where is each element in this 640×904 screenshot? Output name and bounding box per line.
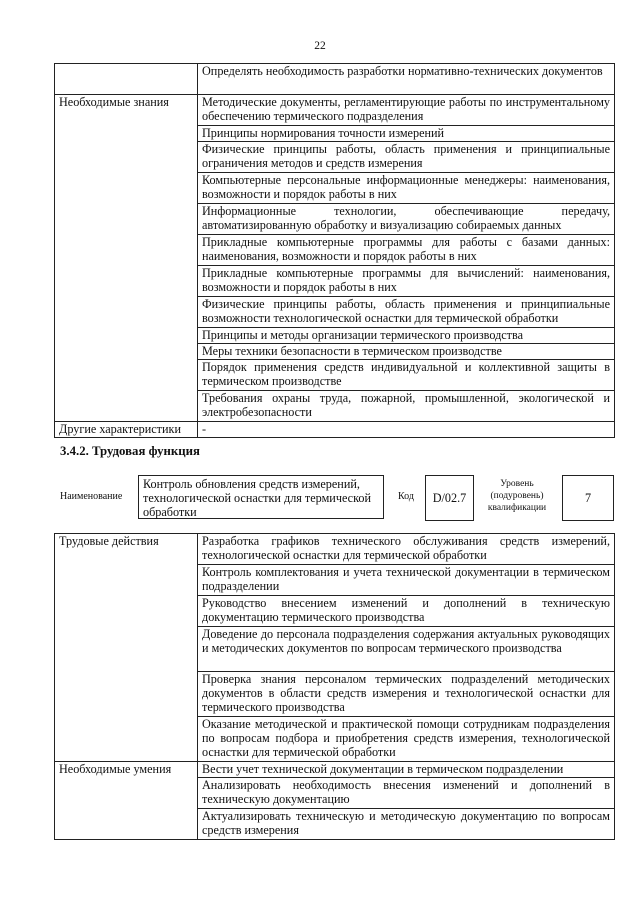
table-cell: Руководство внесением изменений и дополнений в техническую документацию термического производства [198, 596, 615, 627]
table-row [55, 762, 615, 778]
table-row [55, 64, 615, 95]
table-cell: Вести учет технической документации в термическом подразделении [198, 762, 615, 778]
table-cell: Требования охраны труда, пожарной, промышленной, экологической и электробезопасности [198, 391, 615, 422]
table-row [55, 534, 615, 565]
code-label: Код [398, 491, 414, 502]
name-label: Наименование [60, 491, 123, 502]
section-heading: 3.4.2. Трудовая функция [60, 444, 200, 458]
table-cell: Доведение до персонала подразделения содержания актуальных руководящих и методических документов по вопросам термического производства [198, 627, 615, 672]
table-row [55, 422, 615, 438]
qualification-level-box: 7 [562, 475, 614, 521]
table-cell: Оказание методической и практической помощи сотрудникам подразделения по вопросам подбора и приобретения средств измерения, технологической оснастки для термической обработки [198, 717, 615, 762]
function-name-box: Контроль обновления средств измерений, технологической оснастки для термической обработки [138, 475, 384, 519]
table-cell: Порядок применения средств индивидуальной и коллективной защиты в термическом производстве [198, 360, 615, 391]
function-header [0, 475, 640, 520]
row-label-other: Другие характеристики [55, 422, 198, 438]
table-cell: Прикладные компьютерные программы для работы с базами данных: наименования, возможности и порядок работы в них [198, 235, 615, 266]
table-cell: Анализировать необходимость внесения изменений и дополнений в техническую документацию [198, 778, 615, 809]
row-label-knowledge: Необходимые знания [55, 95, 198, 422]
level-label: Уровень (подуровень) квалификации [487, 479, 547, 513]
table-cell: Актуализировать техническую и методическую документацию по вопросам средств измерения [198, 809, 615, 840]
table-cell: Меры техники безопасности в термическом производстве [198, 344, 615, 360]
table-row [55, 95, 615, 126]
row-label-skills: Необходимые умения [55, 762, 198, 840]
function-code-box: D/02.7 [425, 475, 474, 521]
labor-actions-table [54, 533, 615, 840]
table-cell: Физические принципы работы, область применения и принципиальные возможности технологической оснастки для термической обработки [198, 297, 615, 328]
row-label-actions: Трудовые действия [55, 534, 198, 762]
table-cell: Определять необходимость разработки нормативно-технических документов [198, 64, 615, 95]
table-cell: Физические принципы работы, область применения и принципиальные ограничения методов и средств измерения [198, 142, 615, 173]
table-cell-empty [55, 64, 198, 95]
table-cell: Прикладные компьютерные программы для вычислений: наименования, возможности и порядок работы в них [198, 266, 615, 297]
table-cell: - [198, 422, 615, 438]
table-cell: Компьютерные персональные информационные менеджеры: наименования, возможности и порядок работы в них [198, 173, 615, 204]
table-cell: Методические документы, регламентирующие работы по инструментальному обеспечению термического подразделения [198, 95, 615, 126]
table-cell: Контроль комплектования и учета технической документации в термическом подразделении [198, 565, 615, 596]
page-number: 22 [314, 40, 326, 52]
table-cell: Принципы и методы организации термического производства [198, 328, 615, 344]
table-cell: Информационные технологии, обеспечивающие передачу, автоматизированную обработку и визуализацию собираемых данных [198, 204, 615, 235]
table-cell: Принципы нормирования точности измерений [198, 126, 615, 142]
knowledge-table [54, 63, 615, 438]
table-cell: Разработка графиков технического обслуживания средств измерений, технологической оснастки для термической обработки [198, 534, 615, 565]
table-cell: Проверка знания персоналом термических подразделений методических документов в области средств измерения и технологической оснастки для термического производства [198, 672, 615, 717]
